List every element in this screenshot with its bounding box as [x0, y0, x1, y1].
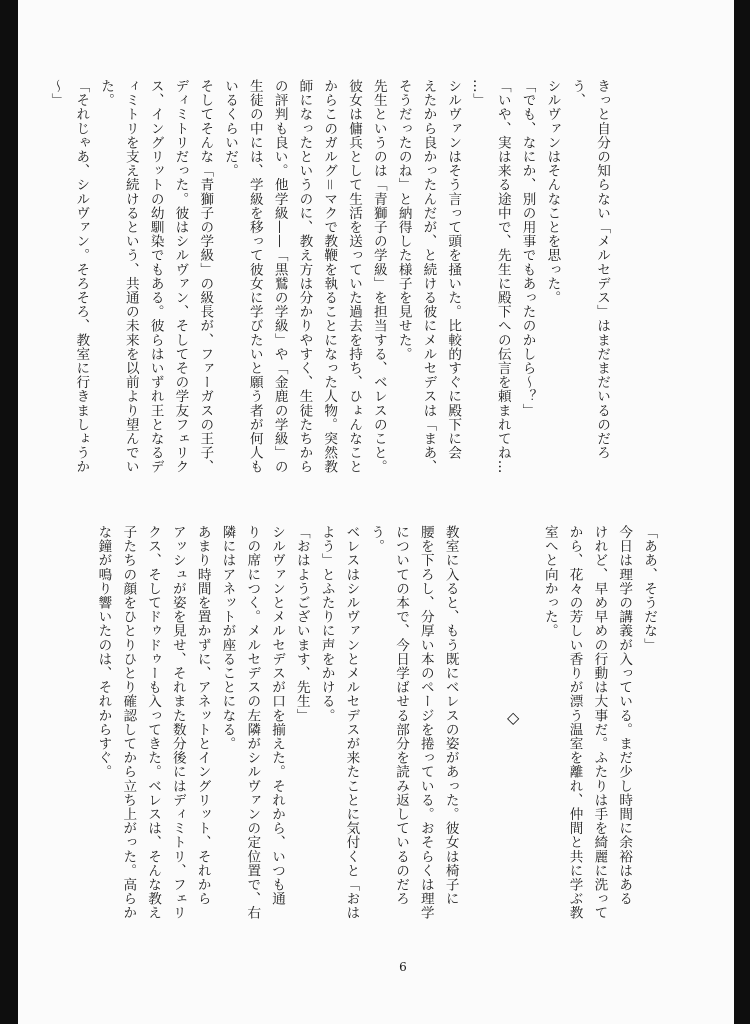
page-number: 6	[399, 960, 407, 974]
book-page	[18, 0, 734, 1024]
upper-text-block: きっと自分の知らない「メルセデス」はまだまだいるのだろう、 シルヴァンはそんなことを思った。 「でも、なにか、別の用事でもあったのかしら〜？」 「いや、実は来る途中で、先生に殿下への伝言を頼まれてね… …」 シルヴァンはそう言って頭を掻いた。比較的すぐに殿下に会 えたから良かったんだが、と続ける彼にメルセデスは「まあ、 そうだったのね」と納得した様子を見せた。 先生というのは「青獅子の学級」を担当する、ベレスのこと。 彼女は傭兵として生活を送っていた過去を持ち、ひょんなこと からこのガルグ＝マクで教鞭を執ることになった人物。突然教 師になったというのに、教え方は分かりやすく、生徒たちから の評判も良い。他学級——「黒鷲の学級」や「金鹿の学級」の 生徒の中には、学級を移って彼女に学びたいと願う者が何人も いるくらいだ。 そしてそんな「青獅子の学級」の級長が、ファーガスの王子、 ディミトリだった。彼はシルヴァン、そしてその学友フェリク ス、イングリットの幼馴染でもある。彼らはいずれ王となるデ ィミトリを支え続けるという、共通の未来を以前より望んでい た。 「それじゃあ、シルヴァン。そろそろ、教室に行きましょうか 〜」	[48, 79, 610, 474]
section-break-diamond: ◇	[507, 708, 520, 727]
lower-text-block: 「ああ、そうだな」 今日は理学の講義が入っている。まだ少し時間に余裕はある けれど、早め早めの行動は大事だ。ふたりは手を綺麗に洗って から、花々の芳しい香りが漂う温室を離れ、仲間と共に学ぶ教 室へと向かった。 教室に入ると、もう既にベレスの姿があった。彼女は椅子に 腰を下ろし、分厚い本のページを捲っている。おそらくは理学 についての本で、今日学ばせる部分を読み返しているのだろう。 ベレスはシルヴァンとメルセデスが来たことに気付くと「おは よう」とふたりに声をかける。 「おはようございます、先生」 シルヴァンとメルセデスが口を揃えた。それから、いつも通 りの席につく。メルセデスの左隣がシルヴァンの定位置で、右 隣にはアネットが座ることになる。 あまり時間を置かずに、アネットとイングリット、それから アッシュが姿を見せ、それまた数分後にはディミトリ、フェリ クス、そしてドゥドゥーも入ってきた。ベレスは、そんな教え 子たちの顔をひとりひとり確認してから立ち上がった。高らか な鐘が鳴り響いたのは、それからすぐ。	[95, 525, 657, 920]
left-frame-border	[0, 0, 18, 1024]
right-frame-border	[734, 0, 750, 1024]
